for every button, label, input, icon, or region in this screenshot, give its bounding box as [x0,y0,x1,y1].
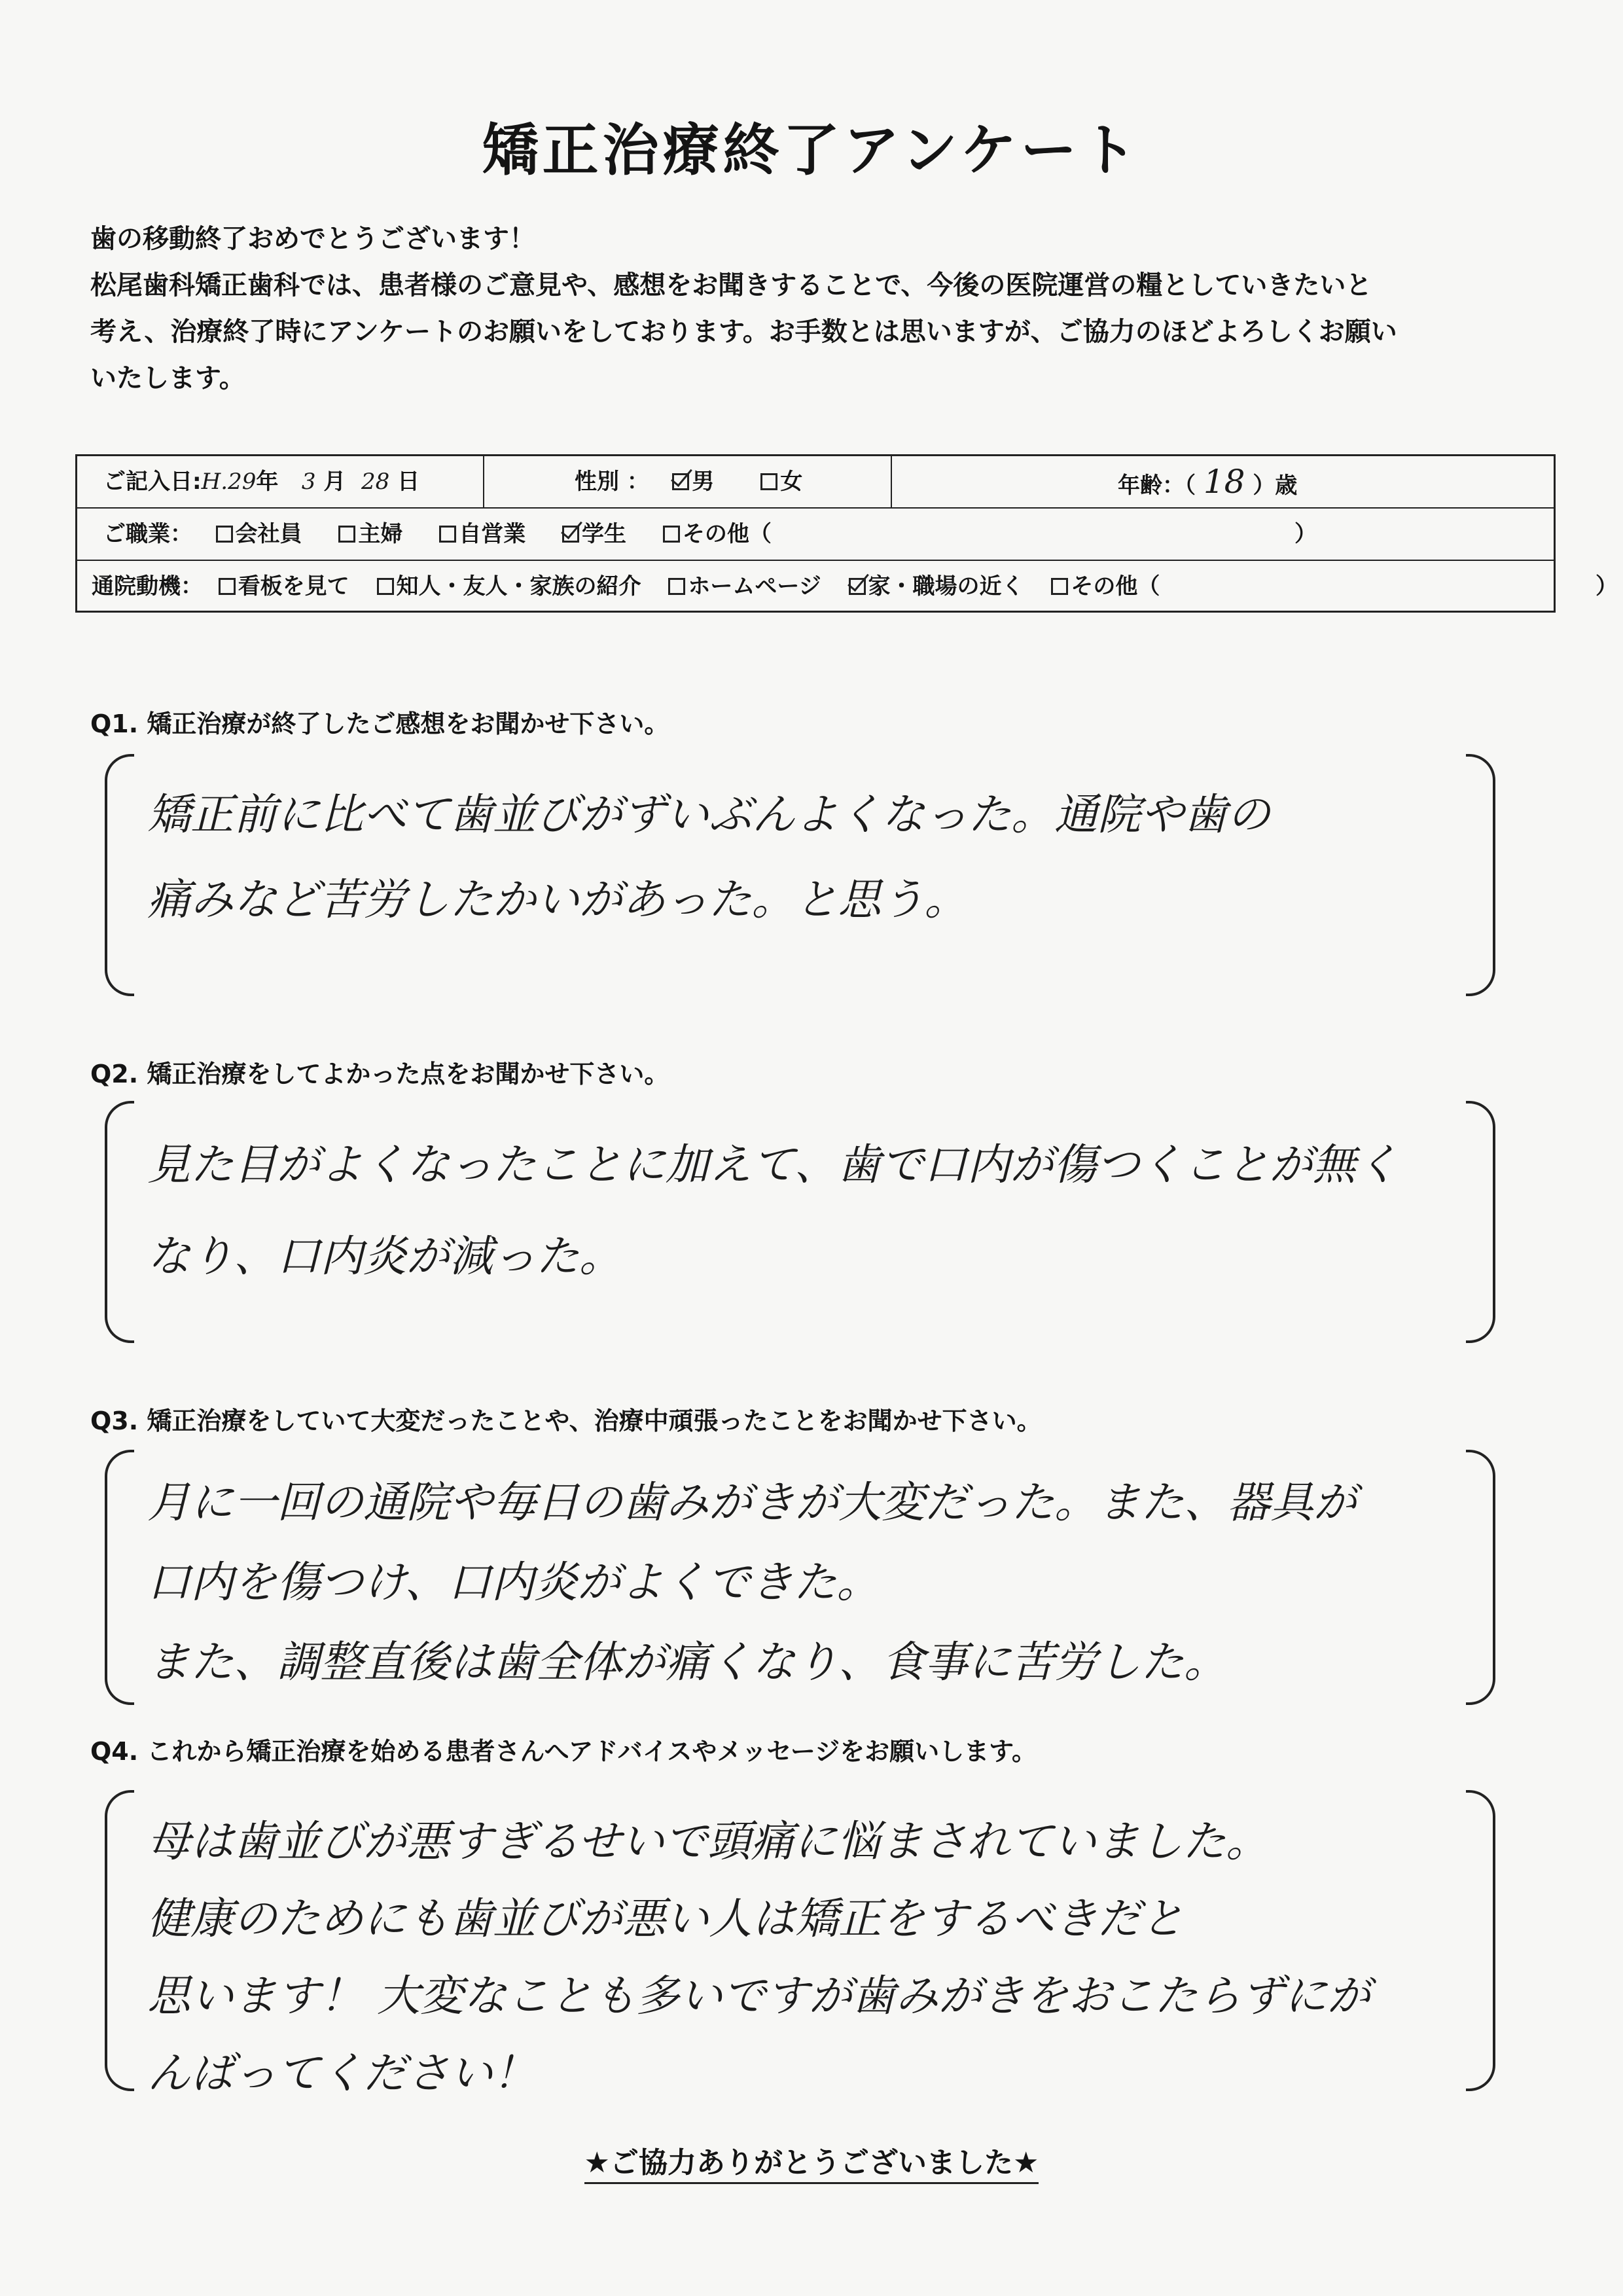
q4-answer-line: 母は歯並びが悪すぎるせいで頭痛に悩まされていました。 [147,1816,1270,1867]
q4-answer-line: んばってください！ [147,2048,536,2098]
date-era-value: H.29 [201,469,257,495]
q1-answer-line: 矯正前に比べて歯並びがずいぶんよくなった。通院や歯の [147,789,1270,840]
q2-answer[interactable] [147,1119,1482,1302]
date-label: ご記入日: [103,469,202,495]
year-label: 年 [256,469,279,495]
q1-answer[interactable] [147,772,1482,942]
occupation-field [103,509,800,560]
occupation-housewife-checkbox[interactable] [338,526,355,543]
gender-male-checkbox[interactable] [672,473,689,490]
date-field[interactable] [103,456,419,507]
intro-line: いたします。 [90,363,245,393]
day-value: 28 [361,469,390,495]
q3-answer-line: 月に一回の通院や毎日の歯みがきが大変だった。また、器具が [147,1477,1357,1528]
occupation-company-checkbox[interactable] [216,526,233,543]
motive-option: 知人・友人・家族の紹介 [396,573,641,600]
motive-other-checkbox[interactable] [1051,578,1068,595]
q1-question: Q1. 矯正治療が終了したご感想をお聞かせ下さい。 [90,709,669,738]
occupation-close-paren: ） [1294,521,1317,547]
gender-male-label: 男 [692,469,715,495]
motive-nearby-checkbox[interactable] [849,578,866,595]
divider [891,456,892,509]
info-table [75,454,1618,613]
divider [483,456,484,509]
motive-homepage-checkbox[interactable] [668,578,685,595]
q4-answer[interactable] [147,1803,1482,2112]
motive-option: 看板を見て [238,573,349,600]
month-label: 月 [323,469,346,495]
q4-answer-line: 思います！ 大変なことも多いですが歯みがきをおこたらずにが [147,1971,1370,2021]
month-value: 3 [301,469,316,495]
q2-question: Q2. 矯正治療をしてよかった点をお聞かせ下さい。 [90,1060,669,1088]
occupation-option: その他（ [682,521,772,547]
occupation-option: 自営業 [459,521,526,547]
gender-female-label: 女 [780,469,803,495]
info-row-date-gender-age [77,456,1554,509]
closing-message [0,2139,1623,2181]
q3-answer-line: 口内を傷つけ、口内炎がよくできた。 [147,1557,880,1607]
occupation-option: 主婦 [358,521,403,547]
motive-referral-checkbox[interactable] [377,578,394,595]
q4-answer-line: 健康のためにも歯並びが悪い人は矯正をするべきだと [147,1893,1184,1944]
age-value: 18 [1203,463,1245,501]
info-row-motive [77,561,1618,612]
q2-answer-line: なり、口内炎が減った。 [147,1231,622,1282]
motive-option: 家・職場の近く [868,573,1024,600]
q4-question: Q4. これから矯正治療を始める患者さんへアドバイスやメッセージをお願いします。 [90,1737,1037,1766]
intro-line: 歯の移動終了おめでとうございます！ [90,224,535,254]
gender-female-checkbox[interactable] [760,473,777,490]
age-label: 年齢：（ [1118,473,1196,499]
occupation-selfemployed-checkbox[interactable] [439,526,456,543]
occupation-option: 会社員 [235,521,302,547]
q3-question: Q3. 矯正治療をしていて大変だったことや、治療中頑張ったことをお聞かせ下さい。 [90,1407,1042,1435]
page-title: 矯正治療終了アンケート [482,118,1141,183]
occupation-label: ご職業： [103,521,192,547]
q2-bracket-left [105,1101,134,1343]
age-suffix: ）歳 [1253,473,1298,499]
intro-line: 松尾歯科矯正歯科では、患者様のご意見や、感想をお聞きすることで、今後の医院運営の糧としていきたいと [90,270,1372,300]
motive-option: その他（ [1071,573,1160,600]
motive-field [92,561,1188,612]
intro-text [90,216,1530,402]
motive-signboard-checkbox[interactable] [219,578,236,595]
q2-answer-line: 見た目がよくなったことに加えて、歯で口内が傷つくことが無く [147,1139,1399,1190]
q1-answer-line: 痛みなど苦労したかいがあった。と思う。 [147,874,968,925]
motive-close-paren: ） [1596,573,1618,600]
motive-label: 通院動機： [92,573,203,600]
q3-answer[interactable] [147,1463,1482,1702]
q1-bracket-left [105,754,134,996]
motive-option: ホームページ [688,573,821,600]
day-label: 日 [397,469,420,495]
q3-answer-line: また、調整直後は歯全体が痛くなり、食事に苦労した。 [147,1637,1227,1687]
intro-line: 考え、治療終了時にアンケートのお願いをしております。お手数とは思いますが、ご協力のほどよろしくお願い [90,317,1397,347]
closing-text: ★ご協力ありがとうございました★ [584,2146,1039,2184]
age-field[interactable] [1118,456,1297,507]
q3-bracket-left [105,1450,134,1705]
gender-field [575,456,802,507]
occupation-other-checkbox[interactable] [663,526,680,543]
occupation-student-checkbox[interactable] [562,526,579,543]
q4-bracket-left [105,1790,134,2091]
info-row-occupation [77,509,1554,561]
occupation-option: 学生 [582,521,627,547]
gender-label: 性別 ： [575,469,649,495]
